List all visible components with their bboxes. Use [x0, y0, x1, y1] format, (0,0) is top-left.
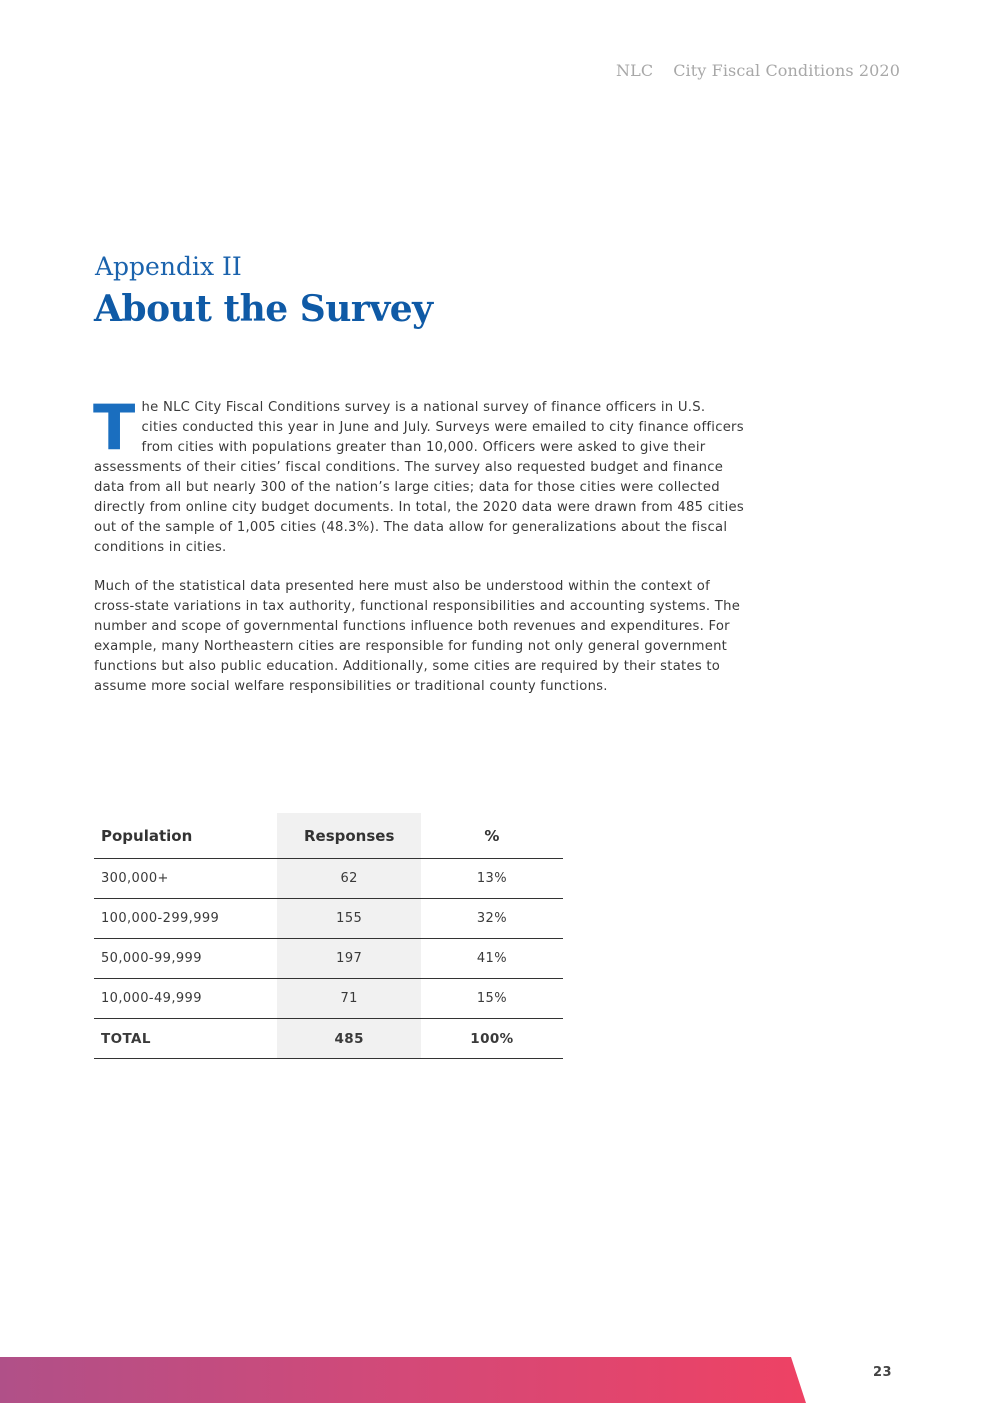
- survey-responses-table: [94, 813, 563, 1059]
- running-header: [616, 61, 900, 80]
- drop-cap: T: [93, 391, 136, 464]
- percent-cell: 41%: [421, 939, 563, 979]
- header-publication: City Fiscal Conditions 2020: [673, 61, 900, 80]
- total-percent: 100%: [421, 1019, 563, 1059]
- population-cell: 100,000-299,999: [94, 899, 277, 939]
- percent-cell: 13%: [421, 859, 563, 899]
- paragraph-1-text: he NLC City Fiscal Conditions survey is a national survey of finance officers in U.S. cities conducted this year in June and July. Surveys were emailed to city finance officers from cities with populations greater than 10,000. Officers were asked to give their assessments of their cities’ fiscal conditions. The survey also requested budget and finance data from all but nearly 300 of the nation’s large cities; data for those cities were collected directly from online city budget documents. In total, the 2020 data were drawn from 485 cities out of the sample of 1,005 cities (48.3%). The data allow for generalizations about the fiscal conditions in cities.: [94, 400, 744, 555]
- table-row: [94, 899, 563, 939]
- page-number: 23: [873, 1365, 893, 1380]
- responses-cell: 62: [277, 859, 420, 899]
- paragraph-2: Much of the statistical data presented here must also be understood within the context of cross-state variations in tax authority, functional responsibilities and accounting systems. The number and scope of governmental functions influence both revenues and expenditures. For example, many Northeastern cities are responsible for funding not only general government functions but also public education. Additionally, some cities are required by their states to assume more social welfare responsibilities or traditional county functions.: [94, 579, 741, 694]
- population-cell: 300,000+: [94, 859, 277, 899]
- page-title: About the Survey: [94, 288, 433, 330]
- responses-cell: 197: [277, 939, 420, 979]
- table-total-row: [94, 1019, 563, 1059]
- table-row: [94, 859, 563, 899]
- footer-gradient-bar: [0, 1357, 806, 1403]
- population-cell: 10,000-49,999: [94, 979, 277, 1019]
- responses-cell: 155: [277, 899, 420, 939]
- paragraph-1: [93, 391, 744, 558]
- percent-cell: 15%: [421, 979, 563, 1019]
- table-row: [94, 939, 563, 979]
- total-label: TOTAL: [94, 1019, 277, 1059]
- header-responses: Responses: [277, 813, 420, 859]
- table-row: [94, 979, 563, 1019]
- header-org: NLC: [616, 61, 654, 80]
- population-cell: 50,000-99,999: [94, 939, 277, 979]
- percent-cell: 32%: [421, 899, 563, 939]
- header-population: Population: [94, 813, 277, 859]
- header-percent: %: [421, 813, 563, 859]
- table-header-row: [94, 813, 563, 859]
- section-kicker: Appendix II: [95, 252, 242, 281]
- body-text: [93, 391, 744, 716]
- responses-cell: 71: [277, 979, 420, 1019]
- total-responses: 485: [277, 1019, 420, 1059]
